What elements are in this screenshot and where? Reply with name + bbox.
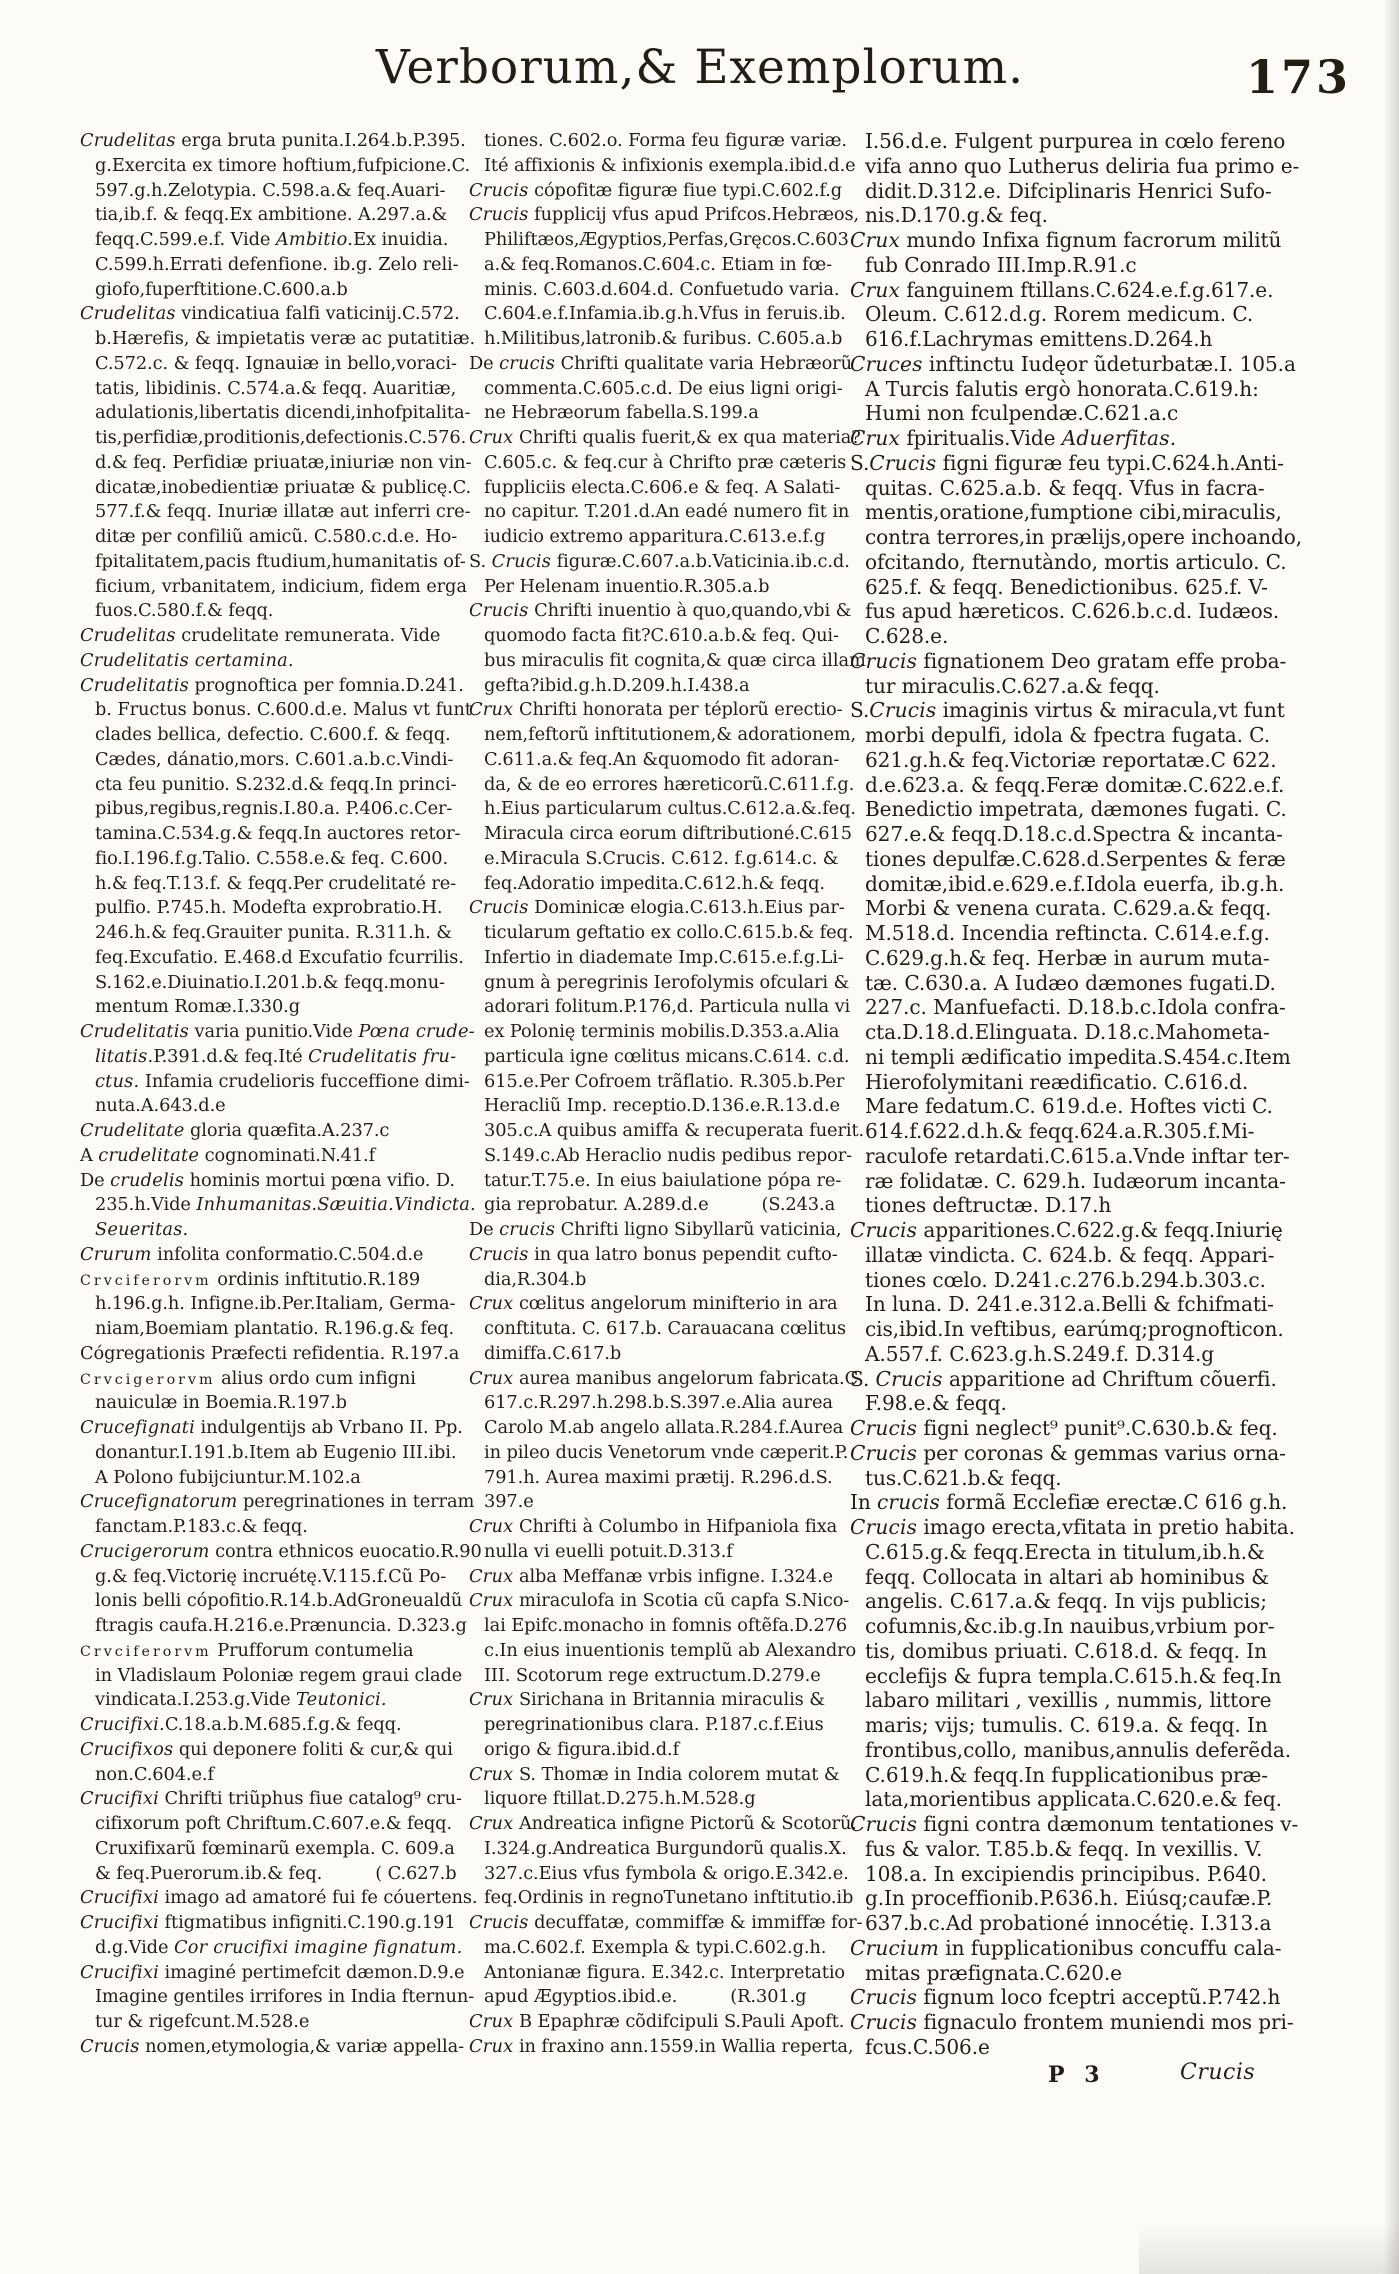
index-line: Crucis figni neglect⁹ punit⁹.C.630.b.& feq. (850, 1416, 1278, 1440)
index-line: dia,R.304.b (484, 1268, 587, 1290)
index-line: tiones depulfæ.C.628.d.Serpentes & feræ (865, 846, 1286, 871)
index-line: b.Hærefis, & impietatis veræ ac putatitiæ. (95, 328, 476, 349)
index-line: maris; vijs; tumulis. C. 619.a. & feqq. In (865, 1713, 1268, 1737)
index-column-1 (80, 129, 482, 2060)
index-line: h.Militibus,latronib.& furibus. C.605.a.b (484, 328, 843, 349)
index-line: De crudelis hominis mortui pœna vifio. D. (80, 1169, 455, 1191)
index-line: Crudelitatis varia punitio.Vide Pœna crude- (80, 1021, 475, 1042)
index-line: S. Crucis apparitione ad Chriftum cõuerfi. (850, 1366, 1277, 1391)
index-line: Crux fanguinem ftillans.C.624.e.f.g.617.e. (850, 277, 1274, 302)
index-line: C.628.e. (865, 624, 949, 648)
index-line: ex Polonię terminis mobilis.D.353.a.Alia (484, 1021, 840, 1042)
index-line: nulla vi euelli potuit.D.313.f (484, 1540, 733, 1562)
index-line: lata,morientibus applicata.C.620.e.& feq. (865, 1787, 1282, 1812)
index-line: 327.c.Eius vfus fymbola & origo.E.342.e. (484, 1862, 849, 1884)
index-line: Infertio in diademate Imp.C.615.e.f.g.Li- (484, 946, 844, 968)
index-line: Crucefignatorum peregrinationes in terram (80, 1491, 475, 1513)
index-line: S.149.c.Ab Heraclio nudis pedibus repor- (484, 1144, 853, 1166)
running-title: Verborum,& Exemplorum. (375, 40, 1025, 95)
index-line: 597.g.h.Zelotypia. C.598.a.& feq.Auari- (95, 179, 446, 201)
index-line: Crucefignati indulgentijs ab Vrbano II. Pp. (80, 1417, 463, 1438)
index-line: A Turcis falutis ergò honorata.C.619.h: (865, 376, 1259, 401)
index-line: cifixorum poft Chriftum.C.607.e.& feqq. (95, 1813, 453, 1834)
index-line: In crucis formã Ecclefiæ erectæ.C 616 g.h. (850, 1490, 1288, 1515)
index-line: S. Crucis figuræ.C.607.a.b.Vaticinia.ib.c.d. (469, 550, 850, 572)
index-line: Crucis nomen,etymologia,& variæ appella- (80, 2035, 464, 2057)
index-line: Hierofolymitani reædificatio. C.616.d. (865, 1069, 1249, 1094)
index-line: C.611.a.& feq.An &quomodo fit adoran- (484, 748, 840, 770)
index-line: a.& feq.Romanos.C.604.c. Etiam in fœ- (484, 253, 833, 275)
index-line: ditæ per confiliũ amicũ. C.580.c.d.e. Ho- (95, 526, 458, 547)
index-line: illatæ vindicta. C. 624.b. & feqq. Appari- (865, 1242, 1275, 1267)
index-line: giofo,fuperftitione.C.600.a.b (95, 278, 348, 300)
index-line: liquore ftillat.D.275.h.M.528.g (484, 1788, 756, 1810)
index-line: Morbi & venena curata. C.629.a.& feqq. (865, 896, 1272, 921)
index-line: C.615.g.& feqq.Erecta in titulum,ib.h.& (865, 1539, 1265, 1564)
index-line: Crucifixi.C.18.a.b.M.685.f.g.& feqq. (80, 1714, 402, 1735)
index-line: Crvciferorvm Prufforum contumelia (80, 1639, 414, 1661)
index-line: 627.e.& feqq.D.18.c.d.Spectra & incanta- (865, 822, 1283, 846)
index-line: tiones. C.602.o. Forma feu figuræ variæ. (484, 130, 847, 151)
index-line: adulationis,libertatis dicendi,inhofpitalita- (95, 402, 471, 424)
signature-mark: P 3 (1048, 2062, 1106, 2088)
index-line: C.604.e.f.Infamia.ib.g.h.Vfus in feruis.ib. (484, 303, 846, 325)
index-line: Crux Andreatica infigne Pictorũ & Scotorũ. (469, 1813, 857, 1834)
index-line: S.Crucis imaginis virtus & miracula,vt funt (850, 698, 1285, 723)
index-line: F.98.e.& feqq. (865, 1391, 1007, 1416)
index-line: pibus,regibus,regnis.I.80.a. P.406.c.Cer- (95, 798, 453, 820)
index-line: bus miraculis fit cognita,& quæ circa illam (484, 649, 866, 671)
index-line: h.Eius particularum cultus.C.612.a.&.feq. (484, 798, 856, 820)
index-line: b. Fructus bonus. C.600.d.e. Malus vt funt (95, 699, 472, 721)
index-line: tur miraculis.C.627.a.& feqq. (865, 673, 1160, 698)
index-column-2 (469, 129, 866, 2060)
index-line: 397.e (484, 1491, 534, 1513)
index-line: angelis. C.617.a.& feqq. In vijs publicis; (865, 1589, 1267, 1614)
index-line: frontibus,collo, manibus,annulis deferẽda. (865, 1737, 1292, 1762)
index-line: conftituta. C. 617.b. Carauacana cœlitus (484, 1318, 846, 1339)
index-line: Crurum infolita conformatio.C.504.d.e (80, 1243, 424, 1265)
index-line: 616.f.Lachrymas emittens.D.264.h (865, 327, 1213, 351)
index-line: contra terrores,in prælijs,opere inchoando, (865, 525, 1303, 549)
index-line: tia,ib.f. & feqq.Ex ambitione. A.297.a.& (95, 204, 448, 226)
index-line: fpitalitatem,pacis ftudium,humanitatis of- (95, 550, 466, 572)
index-line: C.619.h.& feqq.In fupplicationibus præ- (865, 1762, 1268, 1787)
index-line: ctus. Infamia crudelioris fucceffione dimi- (95, 1070, 470, 1092)
index-line: tis, domibus priuati. C.618.d. & feqq. In (865, 1638, 1267, 1663)
index-line: feqq.C.599.e.f. Vide Ambitio.Ex inuidia. (95, 229, 449, 250)
index-line: no capitur. T.201.d.An eadé numero fit in (484, 501, 850, 523)
index-line: Crux alba Meffanæ vrbis infigne. I.324.e (469, 1565, 833, 1587)
index-line: C.629.g.h.& feq. Herbæ in aurum muta- (865, 945, 1270, 970)
index-line: Crudelitatis certamina. (80, 649, 294, 671)
index-line: ecclefijs & fupra templa.C.615.h.& feq.In (865, 1663, 1282, 1688)
index-line: d.& feq. Perfidiæ priuatæ,iniuriæ non vin- (95, 451, 472, 473)
index-line: fus & valor. T.85.b.& feqq. In vexillis. V. (865, 1836, 1263, 1861)
index-line: Crux in fraxino ann.1559.in Wallia reperta, (469, 2035, 854, 2057)
index-line: Crucis per coronas & gemmas varius orna- (850, 1440, 1286, 1465)
catchword: Crucis (1180, 2060, 1256, 2085)
index-line: Crucifixi imaginé pertimefcit dæmon.D.9.e (80, 1961, 465, 1983)
index-line: in Vladislaum Poloniæ regem graui clade (95, 1664, 463, 1686)
index-line: Mare fedatum.C. 619.d.e. Hoftes victi C. (865, 1094, 1273, 1119)
index-line: ni templi ædificatio impedita.S.454.c.Item (865, 1044, 1291, 1069)
index-line: 621.g.h.& feq.Victoriæ reportatæ.C 622. (865, 747, 1277, 772)
index-line: III. Scotorum rege extructum.D.279.e (484, 1664, 821, 1686)
index-line: Crux S. Thomæ in India colorem mutat & (469, 1763, 840, 1785)
index-line: Crudelitas vindicatiua falfi vaticinij.C.572. (80, 303, 460, 325)
index-line: labaro militari , vexillis , nummis, littore (865, 1688, 1272, 1713)
index-line: & feq.Puerorum.ib.& feq. ( C.627.b (95, 1862, 457, 1884)
index-line: C.599.h.Errati defenfione. ib.g. Zelo reli- (95, 253, 459, 275)
index-line: A.557.f. C.623.g.h.S.249.f. D.314.g (865, 1341, 1215, 1366)
index-line: g.In proceffionib.P.636.h. Eiúsq;caufæ.P. (865, 1886, 1273, 1911)
index-line: domitæ,ibid.e.629.e.f.Idola euerfa, ib.g.h. (865, 871, 1285, 896)
index-line: dimiffa.C.617.b (484, 1342, 622, 1364)
index-line: De crucis Chrifti qualitate varia Hebræorũ (469, 352, 852, 374)
index-line: 305.c.A quibus amiffa & recuperata fuerit. (484, 1120, 865, 1141)
index-line: donantur.I.191.b.Item ab Eugenio III.ibi. (95, 1441, 457, 1463)
index-line: De crucis Chrifti ligno Sibyllarũ vaticinia, (469, 1219, 842, 1240)
index-line: minis. C.603.d.604.d. Confuetudo varia. (484, 278, 840, 300)
index-line: fanctam.P.183.c.& feqq. (95, 1516, 308, 1537)
index-line: didit.D.312.e. Difciplinaris Henrici Sufo- (865, 178, 1272, 203)
index-line: cofumnis,&c.ib.g.In nauibus,vrbium por- (865, 1614, 1275, 1638)
index-line: Crucis Chrifti inuentio à quo,quando,vbi & (469, 600, 852, 622)
index-line: ftragis caufa.H.216.e.Prænuncia. D.323.g (95, 1615, 467, 1636)
index-line: ne Hebræorum fabella.S.199.a (484, 402, 759, 424)
index-line: g.Exercita ex timore hoftium,fufpicione.C. (95, 154, 471, 176)
index-line: S.162.e.Diuinatio.I.201.b.& feqq.monu- (95, 971, 445, 993)
index-line: apud Ægyptios.ibid.e. (R.301.g (484, 1986, 807, 2008)
index-line: iudicio extremo apparitura.C.613.e.f.g (484, 526, 826, 547)
index-line: Crvcigerorvm alius ordo cum infigni (80, 1367, 416, 1389)
index-line: 614.f.622.d.h.& feqq.624.a.R.305.f.Mi- (865, 1119, 1255, 1143)
index-line: Crucifixi Chrifti triũphus fiue catalog⁹ cru- (80, 1788, 462, 1810)
index-line: M.518.d. Incendia reftincta. C.614.e.f.g. (865, 921, 1270, 945)
index-line: h.& feq.T.13.f. & feqq.Per crudelitaté re- (95, 872, 457, 894)
index-line: 577.f.& feqq. Inuriæ illatæ aut inferri cre- (95, 501, 471, 523)
index-line: Philiftæos,Ægyptios,Perfas,Gręcos.C.603 (484, 229, 849, 250)
index-line: Crux mundo Infixa fignum facrorum militũ (850, 228, 1282, 252)
index-line: ma.C.602.f. Exempla & typi.C.602.g.h. (484, 1936, 827, 1958)
index-line: Crucis decuffatæ, commiffæ & immiffæ for- (469, 1912, 863, 1933)
index-line: quitas. C.625.a.b. & feqq. Vfus in facra- (865, 475, 1265, 500)
index-line: A crudelitate cognominati.N.41.f (80, 1144, 376, 1166)
index-line: Per Helenam inuentio.R.305.a.b (484, 575, 770, 597)
index-line: tur & rigefcunt.M.528.e (95, 2011, 310, 2032)
index-line: d.g.Vide Cor crucifixi imagine fignatum. (95, 1936, 463, 1958)
index-line: fuppliciis electa.C.606.e & feq. A Salati- (484, 476, 841, 498)
index-line: c.In eius inuentionis templũ ab Alexandro (484, 1639, 857, 1661)
index-line: nis.D.170.g.& feq. (865, 203, 1048, 228)
index-line: A Polono fubijciuntur.M.102.a (95, 1466, 361, 1488)
index-line: tamina.C.534.g.& feqq.In auctores retor- (95, 823, 461, 844)
index-line: Crucis fupplicij vfus apud Prifcos.Hebræos, (469, 204, 860, 226)
index-line: tæ. C.630.a. A Iudæo dæmones fugati.D. (865, 970, 1276, 995)
index-line: pulfio. P.745.h. Modefta exprobratio.H. (95, 897, 443, 919)
index-line: Crux Chrifti qualis fuerit,& ex qua materia? (469, 427, 861, 448)
index-line: Miracula circa eorum diftributioné.C.615 (484, 823, 852, 844)
index-line: lai Epifc.monacho in fomnis oftẽfa.D.276 (484, 1615, 848, 1636)
index-line: Crux Sirichana in Britannia miraculis & (469, 1689, 825, 1711)
index-line: raculofe retardati.C.615.a.Vnde inftar ter- (865, 1143, 1290, 1168)
index-line: Cruxifixarũ fœminarũ exempla. C. 609.a (95, 1837, 455, 1859)
index-line: morbi depulfi, idola & fpectra fugata. C. (865, 723, 1270, 747)
index-line: 227.c. Manfuefacti. D.18.b.c.Idola confra- (865, 995, 1286, 1020)
index-line: Crudelitas crudelitate remunerata. Vide (80, 625, 441, 646)
index-line: nuta.A.643.d.e (95, 1095, 226, 1117)
index-line: Crudelitatis prognoftica per fomnia.D.241. (80, 674, 464, 696)
index-line: feq.Adoratio impedita.C.612.h.& feqq. (484, 872, 825, 894)
index-line: d.e.623.a. & feqq.Feræ domitæ.C.622.e.f. (865, 772, 1285, 797)
index-line: ticularum geftatio ex collo.C.615.b.& feq. (484, 922, 854, 943)
index-line: Heracliũ Imp. receptio.D.136.e.R.13.d.e (484, 1095, 840, 1117)
index-line: adorari folitum.P.176,d. Particula nulla vi (484, 996, 851, 1018)
index-line: Antonianæ figura. E.342.c. Interpretatio (484, 1961, 846, 1983)
index-line: lonis belli cópofitio.R.14.b.AdGroneualdũ (95, 1590, 463, 1612)
index-line: Crucis figni contra dæmonum tentationes v- (850, 1812, 1299, 1836)
index-line: tus.C.621.b.& feqq. (865, 1465, 1062, 1490)
index-line: vifa anno quo Lutherus deliria fua primo e- (865, 153, 1300, 178)
index-line: Crvciferorvm ordinis inftitutio.R.189 (80, 1268, 421, 1290)
index-line: Crucis imago erecta,vfitata in pretio habita. (850, 1515, 1295, 1539)
index-line: 617.c.R.297.h.298.b.S.397.e.Alia aurea (484, 1392, 833, 1414)
index-line: Crucis in qua latro bonus pependit cufto- (469, 1243, 838, 1265)
index-line: Imagine gentiles irrifores in India fternun- (95, 1986, 475, 2008)
index-line: h.196.g.h. Infigne.ib.Per.Italiam, Germa- (95, 1293, 456, 1315)
index-line: 791.h. Aurea maximi prætij. R.296.d.S. (484, 1466, 833, 1488)
index-line: Crux miraculofa in Scotia cũ capfa S.Nico- (469, 1590, 850, 1612)
index-line: Cruces inftinctu Iudęor ũdeturbatæ.I. 105.a (850, 351, 1296, 376)
index-line: I.324.g.Andreatica Burgundorũ qualis.X. (484, 1837, 847, 1859)
index-line: 637.b.c.Ad probationé innocétię. I.313.a (865, 1911, 1272, 1935)
index-line: vindicata.I.253.g.Vide Teutonici. (95, 1689, 387, 1711)
index-line: Crucis fignum loco fceptri acceptũ.P.742.h (850, 1985, 1281, 2010)
index-line: feq.Excufatio. E.468.d Excufatio fcurrilis. (95, 946, 464, 968)
index-line: da, & de eo errores hæreticorũ.C.611.f.g. (484, 773, 855, 795)
index-line: mentis,oratione,fumptione cibi,miraculis, (865, 500, 1282, 525)
index-line: Crucigerorum contra ethnicos euocatio.R.90 (80, 1540, 482, 1562)
index-line: particula igne cœlitus micans.C.614. c.d. (484, 1045, 850, 1067)
index-line: Crucis Dominicæ elogia.C.613.h.Eius par- (469, 897, 845, 919)
index-line: 625.f. & feqq. Benedictionibus. 625.f. V- (865, 574, 1268, 599)
index-line: Crudelitas erga bruta punita.I.264.b.P.395. (80, 130, 466, 151)
index-line: Cógregationis Præfecti refidentia. R.197.a (80, 1342, 460, 1364)
index-line: Crux aurea manibus angelorum fabricata.C (469, 1367, 859, 1389)
index-line: I.56.d.e. Fulgent purpurea in cœlo fereno (865, 129, 1286, 153)
index-line: 246.h.& feq.Grauiter punita. R.311.h. & (95, 922, 452, 943)
index-line: S.Crucis figni figuræ feu typi.C.624.h.Anti- (850, 450, 1284, 475)
index-line: Benedictio impetrata, dæmones fugati. C. (865, 797, 1287, 822)
index-line: Crucis apparitiones.C.622.g.& feqq.Iniurię (850, 1218, 1283, 1242)
index-line: feq.Ordinis in regnoTunetano inftitutio.ib (484, 1887, 854, 1909)
index-line: Cædes, dánatio,mors. C.601.a.b.c.Vindi- (95, 748, 454, 770)
index-line: Oleum. C.612.d.g. Rorem medicum. C. (865, 302, 1254, 327)
index-line: clades bellica, defectio. C.600.f. & feqq. (95, 724, 451, 745)
index-line: litatis.P.391.d.& feq.Ité Crudelitatis fru- (95, 1045, 457, 1067)
index-line: Crux fpiritualis.Vide Aduerfitas. (850, 426, 1177, 450)
index-line: Crucifixi imago ad amatoré fui fe cóuertens. (80, 1887, 478, 1909)
index-line: e.Miracula S.Crucis. C.612. f.g.614.c. & (484, 847, 839, 869)
index-line: tatur.T.75.e. In eius baiulatione pópa re- (484, 1169, 842, 1191)
index-line: 108.a. In excipiendis principibus. P.640. (865, 1861, 1267, 1886)
index-line: niam,Boemiam plantatio. R.196.g.& feq. (95, 1318, 455, 1339)
page-bottom-shadow (1139, 2224, 1399, 2274)
index-line: Crux B Epaphræ cõdifcipuli S.Pauli Apoft. (469, 2011, 845, 2032)
index-line: Crucis fignaculo frontem muniendi mos pri- (850, 2010, 1294, 2034)
index-line: non.C.604.e.f (95, 1763, 214, 1785)
index-line: tiones cœlo. D.241.c.276.b.294.b.303.c. (865, 1267, 1266, 1292)
index-line: Crux Chrifti à Columbo in Hifpaniola fixa (469, 1516, 838, 1537)
index-line: gia reprobatur. A.289.d.e (S.243.a (484, 1194, 836, 1216)
index-line: Crucis fignationem Deo gratam effe proba- (850, 648, 1287, 673)
index-line: 235.h.Vide Inhumanitas.Sæuitia.Vindicta. (95, 1194, 476, 1216)
index-line: ræ folidatæ. C. 629.h. Iudæorum incanta- (865, 1168, 1286, 1193)
index-line: cta feu punitio. S.232.d.& feqq.In princi- (95, 773, 457, 795)
index-line: Seueritas. (95, 1219, 189, 1240)
index-line: nem,feftorũ inftitutionem,& adorationem, (484, 724, 857, 745)
index-line: In luna. D. 241.e.312.a.Belli & fchifmati- (865, 1292, 1274, 1317)
index-line: in pileo ducis Venetorum vnde cæperit.P. (484, 1441, 849, 1463)
index-line: cta.D.18.d.Elinguata. D.18.c.Mahometa- (865, 1020, 1270, 1044)
index-line: Crudelitate gloria quæfita.A.237.c (80, 1120, 390, 1141)
index-line: tatis, libidinis. C.574.a.& feqq. Auaritiæ, (95, 377, 457, 399)
index-line: fuos.C.580.f.& feqq. (95, 600, 274, 622)
index-line: 615.e.Per Cofroem trãflatio. R.305.b.Per (484, 1070, 845, 1092)
index-line: fcus.C.506.e (865, 2034, 990, 2059)
index-line: fub Conrado III.Imp.R.91.c (865, 252, 1137, 277)
index-line: gnum à peregrinis Ierofolymis ofculari & (484, 971, 850, 993)
index-line: Crucis cópofitæ figuræ fiue typi.C.602.f.g (469, 179, 843, 201)
index-line: ofcitando, fternutàndo, mortis articulo. C. (865, 549, 1287, 574)
page-number: 173 (1246, 50, 1352, 104)
index-line: Humi non fculpendæ.C.621.a.c (865, 401, 1179, 426)
page-edge-shadow (1383, 0, 1399, 2274)
index-line: ficium, vrbanitatem, indicium, fidem erga (95, 575, 467, 597)
index-line: peregrinationibus clara. P.187.c.f.Eius (484, 1714, 824, 1735)
index-line: Crucifixi ftigmatibus infigniti.C.190.g.191 (80, 1912, 456, 1933)
index-line: Ité affixionis & infixionis exempla.ibid.d.e (484, 154, 856, 176)
index-line: fio.I.196.f.g.Talio. C.558.e.& feq. C.600. (95, 847, 449, 869)
index-line: g.& feq.Victorię incruétę.V.115.f.Cũ Po- (95, 1565, 447, 1587)
index-line: Carolo M.ab angelo allata.R.284.f.Aurea (484, 1417, 844, 1438)
index-line: fus apud hæreticos. C.626.b.c.d. Iudæos. (865, 599, 1280, 624)
index-line: commenta.C.605.c.d. De eius ligni origi- (484, 377, 843, 399)
index-line: origo & figura.ibid.d.f (484, 1738, 680, 1760)
index-line: quomodo facta fit?C.610.a.b.& feq. Qui- (484, 625, 839, 646)
index-line: cis,ibid.In veftibus, earúmq;prognofticon. (865, 1317, 1284, 1341)
index-line: Crucium in fupplicationibus concuffu cala- (850, 1935, 1282, 1960)
index-line: C.605.c. & feq.cur à Chrifto præ cæteris (484, 451, 847, 473)
index-line: Crux Chrifti honorata per téplorũ erectio- (469, 699, 843, 721)
index-column-3 (850, 129, 1355, 2060)
index-line: Crucifixos qui deponere foliti & cur,& qui (80, 1738, 453, 1760)
index-line: gefta?ibid.g.h.D.209.h.I.438.a (484, 674, 750, 696)
index-line: mentum Romæ.I.330.g (95, 996, 301, 1018)
index-line: dicatæ,inobedientiæ priuatæ & publicę.C. (95, 476, 472, 498)
index-line: tis,perfidiæ,proditionis,defectionis.C.576. (95, 427, 467, 448)
index-line: C.572.c. & feqq. Ignauiæ in bello,voraci- (95, 352, 457, 374)
index-line: nauiculæ in Boemia.R.197.b (95, 1392, 347, 1414)
index-line: mitas præfignata.C.620.e (865, 1960, 1122, 1985)
index-line: tiones deftructæ. D.17.h (865, 1193, 1112, 1218)
index-line: Crux cœlitus angelorum minifterio in ara (469, 1293, 838, 1315)
index-line: feqq. Collocata in altari ab hominibus & (865, 1564, 1270, 1589)
